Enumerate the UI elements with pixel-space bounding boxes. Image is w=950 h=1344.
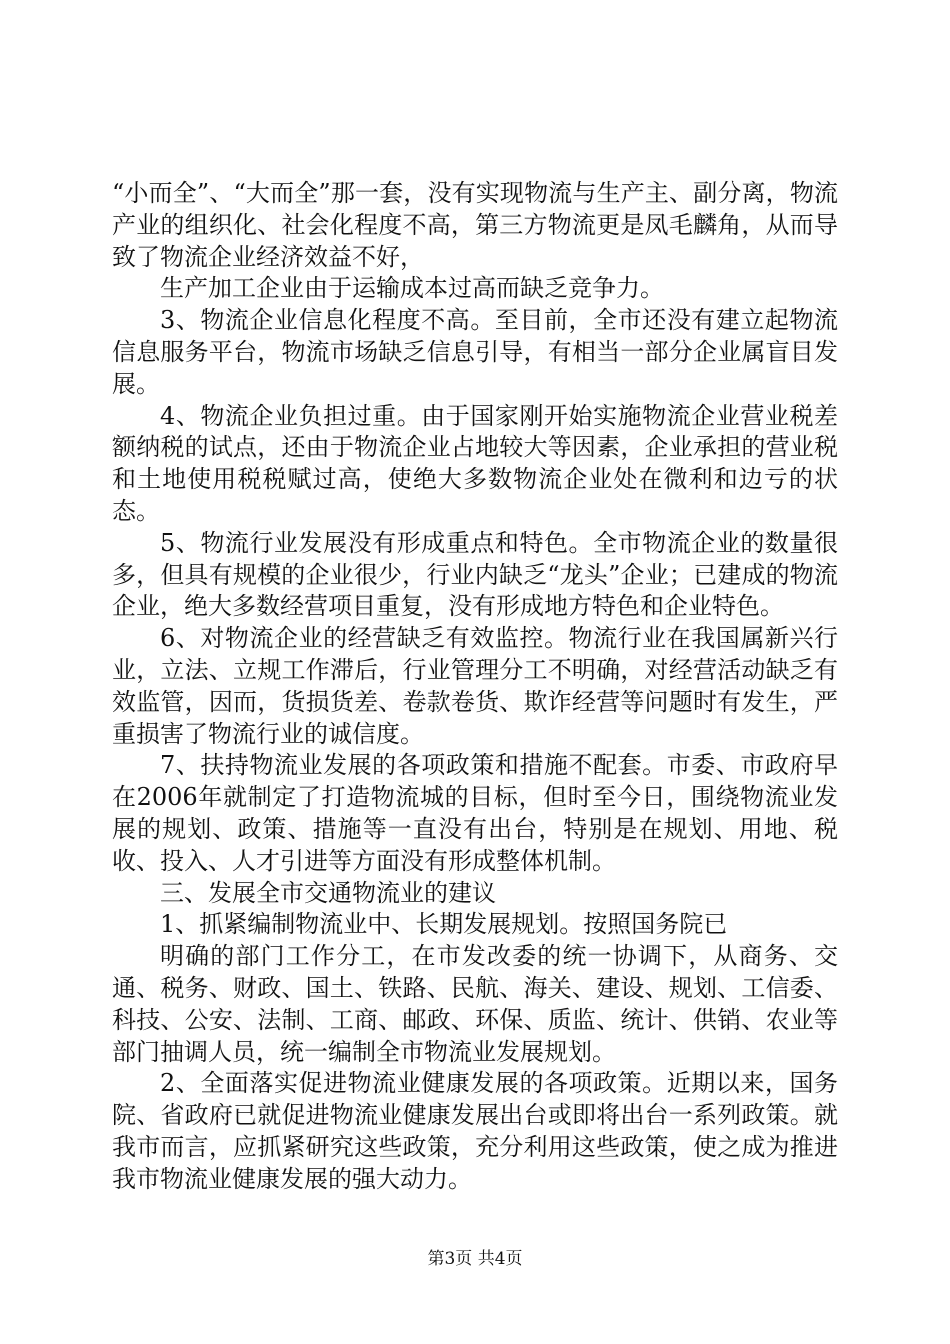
paragraph-2: 生产加工企业由于运输成本过高而缺乏竞争力。 [160,274,664,303]
paragraph-3: 3、物流企业信息化程度不高。至目前，全市还没有建立起物流信息服务平台，物流市场缺乏信息引导，有相当一部分企业属盲目发展。 [112,306,838,398]
paragraph-7: 7、扶持物流业发展的各项政策和措施不配套。市委、市政府早在2006年就制定了打造物流城的目标，但时至今日，围绕物流业发展的规划、政策、措施等一直没有出台，特别是在规划、用地、税收、投入、人才引进等方面没有形成整体机制。 [112,751,838,875]
paragraph-6: 6、对物流企业的经营缺乏有效监控。物流行业在我国属新兴行业，立法、立规工作滞后，行业管理分工不明确，对经营活动缺乏有效监管，因而，货损货差、卷款卷货、欺诈经营等问题时有发生，严重损害了物流行业的诚信度。 [112,624,838,748]
document-body [112,178,838,1196]
paragraph-9: 1、抓紧编制物流业中、长期发展规划。按照国务院已 [160,910,728,939]
paragraph-11: 2、全面落实促进物流业健康发展的各项政策。近期以来，国务院、省政府已就促进物流业健康发展出台或即将出台一系列政策。就我市而言，应抓紧研究这些政策，充分利用这些政策，使之成为推进我市物流业健康发展的强大动力。 [112,1069,838,1193]
paragraph-4: 4、物流企业负担过重。由于国家刚开始实施物流企业营业税差额纳税的试点，还由于物流企业占地较大等因素，企业承担的营业税和土地使用税税赋过高，使绝大多数物流企业处在微利和边亏的状态。 [112,401,838,525]
paragraph-1: “小而全”、“大而全”那一套，没有实现物流与生产主、副分离，物流产业的组织化、社会化程度不高，第三方物流更是凤毛麟角，从而导致了物流企业经济效益不好， [112,179,838,271]
paragraph-10: 明确的部门工作分工，在市发改委的统一协调下，从商务、交通、税务、财政、国土、铁路、民航、海关、建设、规划、工信委、科技、公安、法制、工商、邮政、环保、质监、统计、供销、农业等部门抽调人员，统一编制全市物流业发展规划。 [112,942,838,1066]
paragraph-5: 5、物流行业发展没有形成重点和特色。全市物流企业的数量很多，但具有规模的企业很少，行业内缺乏“龙头”企业；已建成的物流企业，绝大多数经营项目重复，没有形成地方特色和企业特色。 [112,528,838,621]
page-footer: 第3页 共4页 [427,1249,523,1269]
section-heading: 三、发展全市交通物流业的建议 [160,878,496,907]
